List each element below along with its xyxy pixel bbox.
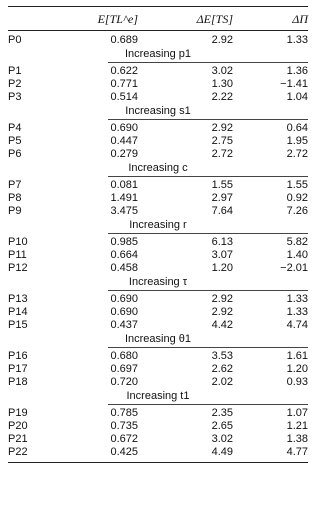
section-rule: [108, 290, 308, 291]
cell-value: 0.735: [110, 420, 138, 432]
cell-value: 4.74: [286, 319, 308, 331]
cell-value: −2.01: [280, 262, 308, 274]
row-label: P0: [8, 34, 22, 46]
cell-value: 7.64: [211, 205, 233, 217]
row-label: P13: [8, 293, 28, 305]
cell-value: 0.680: [110, 350, 138, 362]
cell-value: 1.30: [211, 78, 233, 90]
table-row: [8, 148, 308, 161]
cell-value: 2.92: [211, 306, 233, 318]
cell-value: 1.36: [286, 65, 308, 77]
cell-value: 0.985: [110, 236, 138, 248]
cell-value: 0.690: [110, 293, 138, 305]
table-row: [8, 249, 308, 262]
cell-value: 0.672: [110, 433, 138, 445]
cell-value: 2.02: [211, 376, 233, 388]
bottom-rule: [8, 462, 308, 463]
table-row: [8, 350, 308, 363]
cell-value: 0.514: [110, 91, 138, 103]
table-row: [8, 433, 308, 446]
row-label: P14: [8, 306, 28, 318]
cell-value: 3.475: [110, 205, 138, 217]
cell-value: 0.690: [110, 306, 138, 318]
table-row: [8, 122, 308, 135]
cell-value: 2.35: [211, 407, 233, 419]
results-table: [8, 6, 308, 463]
row-label: P19: [8, 407, 28, 419]
section-rule: [108, 176, 308, 177]
cell-value: 4.49: [211, 446, 233, 458]
section-title: Increasing τ: [128, 276, 188, 288]
cell-value: 0.437: [110, 319, 138, 331]
cell-value: 0.425: [110, 446, 138, 458]
cell-value: 0.689: [110, 34, 138, 46]
header-col-3: ΔΠ: [292, 11, 308, 26]
header-rule: [8, 30, 308, 31]
section-title: Increasing s1: [125, 105, 191, 117]
cell-value: 0.447: [110, 135, 138, 147]
cell-value: 3.53: [211, 350, 233, 362]
row-label: P11: [8, 249, 27, 261]
top-rule: [8, 6, 308, 7]
cell-value: 7.26: [286, 205, 308, 217]
cell-value: 1.55: [211, 179, 233, 191]
table-row: [8, 376, 308, 389]
table-row: [8, 407, 308, 420]
cell-value: 1.04: [286, 91, 308, 103]
section-rule: [108, 404, 308, 405]
section-title: Increasing t1: [126, 390, 190, 402]
row-label: P17: [8, 363, 28, 375]
row-label: P7: [8, 179, 22, 191]
cell-value: 2.65: [211, 420, 233, 432]
table-sections: [8, 47, 308, 459]
table-row: [8, 306, 308, 319]
cell-value: 1.40: [286, 249, 308, 261]
row-label: P3: [8, 91, 22, 103]
cell-value: 0.92: [286, 192, 308, 204]
cell-value: 1.33: [286, 306, 308, 318]
cell-value: 1.95: [286, 135, 308, 147]
cell-value: 0.664: [110, 249, 138, 261]
cell-value: 0.081: [110, 179, 138, 191]
cell-value: 1.61: [286, 350, 308, 362]
table-row: [8, 363, 308, 376]
cell-value: −1.41: [280, 78, 308, 90]
cell-value: 2.22: [211, 91, 233, 103]
row-label: P2: [8, 78, 22, 90]
header-row: [8, 11, 308, 27]
cell-value: 1.20: [211, 262, 233, 274]
row-label: P5: [8, 135, 22, 147]
cell-value: 1.38: [286, 433, 308, 445]
row-label: P6: [8, 148, 22, 160]
cell-value: 1.33: [286, 293, 308, 305]
table-row: [8, 91, 308, 104]
row-label: P20: [8, 420, 28, 432]
cell-value: 2.92: [211, 122, 233, 134]
cell-value: 4.77: [286, 446, 308, 458]
cell-value: 2.97: [211, 192, 233, 204]
cell-value: 0.771: [110, 78, 138, 90]
table-row: [8, 262, 308, 275]
cell-value: 4.42: [211, 319, 233, 331]
cell-value: 0.64: [286, 122, 308, 134]
cell-value: 0.458: [110, 262, 138, 274]
cell-value: 1.33: [286, 34, 308, 46]
cell-value: 0.279: [110, 148, 138, 160]
section-rule: [108, 119, 308, 120]
section-title: Increasing r: [129, 219, 187, 231]
table-row: [8, 293, 308, 306]
table-row: [8, 78, 308, 91]
header-col-2: ΔE[TS]: [196, 11, 233, 26]
table-row: [8, 236, 308, 249]
section-title: Increasing p1: [124, 48, 192, 60]
cell-value: 2.92: [211, 34, 233, 46]
table-row: [8, 420, 308, 433]
section-rule: [108, 347, 308, 348]
table-row: [8, 205, 308, 218]
table-row: [8, 135, 308, 148]
table-row: [8, 319, 308, 332]
cell-value: 1.21: [286, 420, 308, 432]
table-row: [8, 192, 308, 205]
cell-value: 0.697: [110, 363, 138, 375]
cell-value: 5.82: [286, 236, 308, 248]
cell-value: 2.62: [211, 363, 233, 375]
cell-value: 3.02: [211, 65, 233, 77]
row-label: P16: [8, 350, 28, 362]
cell-value: 1.491: [110, 192, 138, 204]
table-row: [8, 446, 308, 459]
row-label: P21: [8, 433, 28, 445]
cell-value: 0.93: [286, 376, 308, 388]
cell-value: 2.92: [211, 293, 233, 305]
section-rule: [108, 62, 308, 63]
row-label: P1: [8, 65, 22, 77]
section-title: Increasing c: [128, 162, 188, 174]
table-row: [8, 179, 308, 192]
cell-value: 0.785: [110, 407, 138, 419]
section-rule: [108, 233, 308, 234]
row-label: P15: [8, 319, 28, 331]
cell-value: 2.72: [286, 148, 308, 160]
cell-value: 2.72: [211, 148, 233, 160]
cell-value: 6.13: [211, 236, 233, 248]
row-label: P9: [8, 205, 22, 217]
row-label: P8: [8, 192, 22, 204]
row-label: P12: [8, 262, 28, 274]
cell-value: 2.75: [211, 135, 233, 147]
cell-value: 0.622: [110, 65, 138, 77]
cell-value: 3.02: [211, 433, 233, 445]
table-row: [8, 34, 308, 47]
cell-value: 1.20: [286, 363, 308, 375]
table-row: [8, 65, 308, 78]
cell-value: 3.07: [211, 249, 233, 261]
row-label: P22: [8, 446, 28, 458]
cell-value: 0.690: [110, 122, 138, 134]
cell-value: 1.07: [286, 407, 308, 419]
cell-value: 0.720: [110, 376, 138, 388]
section-title: Increasing θ1: [124, 333, 192, 345]
row-label: P18: [8, 376, 28, 388]
cell-value: 1.55: [286, 179, 308, 191]
row-label: P10: [8, 236, 28, 248]
header-col-1: E[TL^e]: [97, 11, 138, 26]
row-label: P4: [8, 122, 22, 134]
